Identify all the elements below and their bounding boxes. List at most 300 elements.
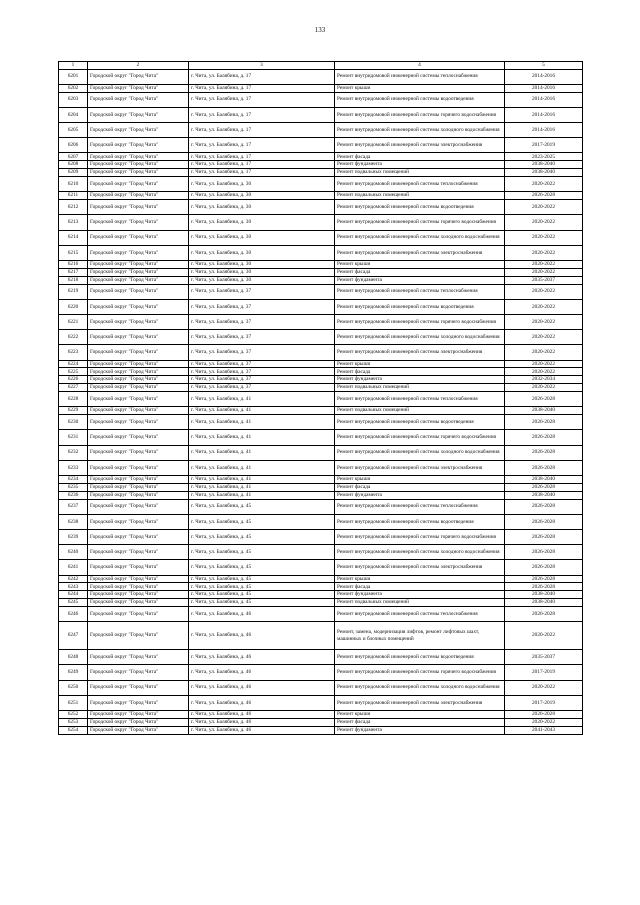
address-cell: г. Чита, ул. Балябина, д. 41 [189, 415, 335, 430]
municipality-cell: Городской округ "Город Чита" [88, 607, 189, 622]
municipality-cell: Городской округ "Город Чита" [88, 665, 189, 680]
period-cell: 2026-2028 [505, 430, 583, 445]
address-cell: г. Чита, ул. Балябина, д. 30 [189, 245, 335, 260]
address-cell: г. Чита, ул. Балябина, д. 37 [189, 384, 335, 392]
work-type-cell: Ремонт фундамента [335, 591, 505, 599]
address-cell: г. Чита, ул. Балябина, д. 41 [189, 460, 335, 475]
municipality-cell: Городской округ "Город Чита" [88, 260, 189, 268]
address-cell: г. Чита, ул. Балябина, д. 30 [189, 276, 335, 284]
table-row [59, 392, 583, 407]
row-number: 6242 [59, 575, 88, 583]
address-cell: г. Чита, ул. Балябина, д. 41 [189, 445, 335, 460]
address-cell: г. Чита, ул. Балябина, д. 46 [189, 718, 335, 726]
work-type-cell: Ремонт внутридомовой инженерной системы теплоснабжения [335, 284, 505, 299]
row-number: 6229 [59, 407, 88, 415]
municipality-cell: Городской округ "Город Чита" [88, 545, 189, 560]
row-number: 6247 [59, 622, 88, 650]
municipality-cell: Городской округ "Город Чита" [88, 276, 189, 284]
period-cell: 2014-2016 [505, 107, 583, 122]
row-number: 6218 [59, 276, 88, 284]
work-type-cell: Ремонт подвальных помещений [335, 599, 505, 607]
address-cell: г. Чита, ул. Балябина, д. 17 [189, 169, 335, 177]
row-number: 6244 [59, 591, 88, 599]
municipality-cell: Городской округ "Город Чита" [88, 138, 189, 153]
address-cell: г. Чита, ул. Балябина, д. 41 [189, 483, 335, 491]
work-type-cell: Ремонт внутридомовой инженерной системы горячего водоснабжения [335, 107, 505, 122]
municipality-cell: Городской округ "Город Чита" [88, 583, 189, 591]
municipality-cell: Городской округ "Город Чита" [88, 407, 189, 415]
column-header: 4 [335, 62, 505, 70]
period-cell: 2038-2040 [505, 169, 583, 177]
row-number: 6249 [59, 665, 88, 680]
address-cell: г. Чита, ул. Балябина, д. 17 [189, 123, 335, 138]
work-type-cell: Ремонт внутридомовой инженерной системы водоотведения [335, 200, 505, 215]
period-cell: 2026-2028 [505, 711, 583, 719]
period-cell: 2023-2025 [505, 153, 583, 161]
address-cell: г. Чита, ул. Балябина, д. 45 [189, 583, 335, 591]
row-number: 6243 [59, 583, 88, 591]
table-row [59, 384, 583, 392]
table-row [59, 680, 583, 695]
work-type-cell: Ремонт внутридомовой инженерной системы водоотведения [335, 514, 505, 529]
row-number: 6227 [59, 384, 88, 392]
row-number: 6221 [59, 314, 88, 329]
row-number: 6238 [59, 514, 88, 529]
table-row [59, 276, 583, 284]
period-cell: 2020-2022 [505, 622, 583, 650]
municipality-cell: Городской округ "Город Чита" [88, 622, 189, 650]
table-row [59, 483, 583, 491]
address-cell: г. Чита, ул. Балябина, д. 41 [189, 407, 335, 415]
address-cell: г. Чита, ул. Балябина, д. 37 [189, 376, 335, 384]
period-cell: 2026-2028 [505, 575, 583, 583]
period-cell: 2017-2019 [505, 695, 583, 710]
row-number: 6211 [59, 192, 88, 200]
municipality-cell: Городской округ "Город Чита" [88, 123, 189, 138]
municipality-cell: Городской округ "Город Чита" [88, 368, 189, 376]
municipality-cell: Городской округ "Город Чита" [88, 245, 189, 260]
period-cell: 2026-2028 [505, 415, 583, 430]
work-type-cell: Ремонт фасада [335, 718, 505, 726]
address-cell: г. Чита, ул. Балябина, д. 46 [189, 650, 335, 665]
row-number: 6202 [59, 84, 88, 92]
period-cell: 2038-2040 [505, 591, 583, 599]
municipality-cell: Городской округ "Город Чита" [88, 499, 189, 514]
municipality-cell: Городской округ "Город Чита" [88, 560, 189, 575]
row-number: 6224 [59, 360, 88, 368]
work-type-cell: Ремонт внутридомовой инженерной системы электроснабжения [335, 245, 505, 260]
row-number: 6246 [59, 607, 88, 622]
row-number: 6223 [59, 345, 88, 360]
row-number: 6232 [59, 445, 88, 460]
period-cell: 2038-2040 [505, 475, 583, 483]
address-cell: г. Чита, ул. Балябина, д. 45 [189, 591, 335, 599]
table-row [59, 445, 583, 460]
address-cell: г. Чита, ул. Балябина, д. 30 [189, 215, 335, 230]
address-cell: г. Чита, ул. Балябина, д. 41 [189, 392, 335, 407]
row-number: 6235 [59, 483, 88, 491]
municipality-cell: Городской округ "Город Чита" [88, 711, 189, 719]
period-cell: 2020-2022 [505, 260, 583, 268]
municipality-cell: Городской округ "Город Чита" [88, 230, 189, 245]
period-cell: 2020-2022 [505, 177, 583, 192]
work-type-cell: Ремонт подвальных помещений [335, 407, 505, 415]
period-cell: 2020-2022 [505, 230, 583, 245]
address-cell: г. Чита, ул. Балябина, д. 46 [189, 622, 335, 650]
address-cell: г. Чита, ул. Балябина, д. 45 [189, 499, 335, 514]
row-number: 6205 [59, 123, 88, 138]
work-type-cell: Ремонт фундамента [335, 491, 505, 499]
municipality-cell: Городской округ "Город Чита" [88, 153, 189, 161]
address-cell: г. Чита, ул. Балябина, д. 30 [189, 177, 335, 192]
table-row [59, 260, 583, 268]
work-type-cell: Ремонт подвальных помещений [335, 169, 505, 177]
table-row [59, 575, 583, 583]
work-type-cell: Ремонт внутридомовой инженерной системы водоотведения [335, 650, 505, 665]
table-row [59, 545, 583, 560]
period-cell: 2014-2016 [505, 123, 583, 138]
table-row [59, 192, 583, 200]
page-number: 133 [314, 26, 326, 34]
address-cell: г. Чита, ул. Балябина, д. 37 [189, 284, 335, 299]
table-row [59, 650, 583, 665]
column-header: 3 [189, 62, 335, 70]
period-cell: 2020-2022 [505, 268, 583, 276]
work-type-cell: Ремонт внутридомовой инженерной системы электроснабжения [335, 560, 505, 575]
table-row [59, 718, 583, 726]
table-row [59, 591, 583, 599]
work-type-cell: Ремонт внутридомовой инженерной системы теплоснабжения [335, 177, 505, 192]
table-row [59, 92, 583, 107]
address-cell: г. Чита, ул. Балябина, д. 17 [189, 69, 335, 84]
address-cell: г. Чита, ул. Балябина, д. 37 [189, 345, 335, 360]
address-cell: г. Чита, ул. Балябина, д. 46 [189, 665, 335, 680]
period-cell: 2026-2028 [505, 460, 583, 475]
column-header: 5 [505, 62, 583, 70]
address-cell: г. Чита, ул. Балябина, д. 45 [189, 599, 335, 607]
municipality-cell: Городской округ "Город Чита" [88, 529, 189, 544]
address-cell: г. Чита, ул. Балябина, д. 46 [189, 607, 335, 622]
row-number: 6222 [59, 330, 88, 345]
table-row [59, 499, 583, 514]
work-type-cell: Ремонт внутридомовой инженерной системы теплоснабжения [335, 607, 505, 622]
period-cell: 2026-2028 [505, 545, 583, 560]
table-row [59, 599, 583, 607]
row-number: 6230 [59, 415, 88, 430]
work-type-cell: Ремонт внутридомовой инженерной системы холодного водоснабжения [335, 445, 505, 460]
table-header-row [59, 62, 583, 70]
period-cell: 2026-2028 [505, 445, 583, 460]
row-number: 6245 [59, 599, 88, 607]
period-cell: 2026-2028 [505, 514, 583, 529]
period-cell: 2038-2040 [505, 161, 583, 169]
row-number: 6237 [59, 499, 88, 514]
work-type-cell: Ремонт крыши [335, 711, 505, 719]
period-cell: 2038-2040 [505, 599, 583, 607]
row-number: 6228 [59, 392, 88, 407]
address-cell: г. Чита, ул. Балябина, д. 37 [189, 330, 335, 345]
row-number: 6253 [59, 718, 88, 726]
row-number: 6248 [59, 650, 88, 665]
table-row [59, 153, 583, 161]
municipality-cell: Городской округ "Город Чита" [88, 491, 189, 499]
municipality-cell: Городской округ "Город Чита" [88, 591, 189, 599]
period-cell: 2020-2022 [505, 384, 583, 392]
row-number: 6219 [59, 284, 88, 299]
address-cell: г. Чита, ул. Балябина, д. 37 [189, 360, 335, 368]
work-type-cell: Ремонт внутридомовой инженерной системы холодного водоснабжения [335, 230, 505, 245]
address-cell: г. Чита, ул. Балябина, д. 17 [189, 138, 335, 153]
row-number: 6208 [59, 161, 88, 169]
period-cell: 2026-2028 [505, 192, 583, 200]
municipality-cell: Городской округ "Город Чита" [88, 460, 189, 475]
address-cell: г. Чита, ул. Балябина, д. 30 [189, 260, 335, 268]
table-row [59, 583, 583, 591]
period-cell: 2026-2028 [505, 392, 583, 407]
work-type-cell: Ремонт крыши [335, 84, 505, 92]
work-type-cell: Ремонт внутридомовой инженерной системы теплоснабжения [335, 499, 505, 514]
table-row [59, 69, 583, 84]
work-type-cell: Ремонт крыши [335, 575, 505, 583]
municipality-cell: Городской округ "Город Чита" [88, 384, 189, 392]
municipality-cell: Городской округ "Город Чита" [88, 177, 189, 192]
work-type-cell: Ремонт внутридомовой инженерной системы холодного водоснабжения [335, 330, 505, 345]
work-type-cell: Ремонт внутридомовой инженерной системы холодного водоснабжения [335, 545, 505, 560]
table-row [59, 200, 583, 215]
table-row [59, 560, 583, 575]
work-type-cell: Ремонт фундамента [335, 276, 505, 284]
table-row [59, 695, 583, 710]
row-number: 6231 [59, 430, 88, 445]
address-cell: г. Чита, ул. Балябина, д. 17 [189, 161, 335, 169]
row-number: 6217 [59, 268, 88, 276]
address-cell: г. Чита, ул. Балябина, д. 46 [189, 680, 335, 695]
row-number: 6250 [59, 680, 88, 695]
row-number: 6215 [59, 245, 88, 260]
address-cell: г. Чита, ул. Балябина, д. 30 [189, 268, 335, 276]
address-cell: г. Чита, ул. Балябина, д. 45 [189, 514, 335, 529]
work-type-cell: Ремонт фасада [335, 153, 505, 161]
table-row [59, 245, 583, 260]
row-number: 6226 [59, 376, 88, 384]
work-type-cell: Ремонт фундамента [335, 376, 505, 384]
municipality-cell: Городской округ "Город Чита" [88, 268, 189, 276]
table-row [59, 407, 583, 415]
table-row [59, 430, 583, 445]
repair-schedule-table [58, 61, 583, 735]
address-cell: г. Чита, ул. Балябина, д. 17 [189, 84, 335, 92]
municipality-cell: Городской округ "Город Чита" [88, 599, 189, 607]
period-cell: 2020-2022 [505, 245, 583, 260]
table-row [59, 314, 583, 329]
municipality-cell: Городской округ "Город Чита" [88, 192, 189, 200]
table-row [59, 622, 583, 650]
address-cell: г. Чита, ул. Балябина, д. 41 [189, 475, 335, 483]
work-type-cell: Ремонт фасада [335, 583, 505, 591]
work-type-cell: Ремонт фундамента [335, 161, 505, 169]
table-row [59, 711, 583, 719]
table-row [59, 607, 583, 622]
row-number: 6225 [59, 368, 88, 376]
period-cell: 2038-2040 [505, 491, 583, 499]
work-type-cell: Ремонт фасада [335, 268, 505, 276]
work-type-cell: Ремонт подвальных помещений [335, 192, 505, 200]
table-row [59, 415, 583, 430]
table-body [59, 69, 583, 734]
table-row [59, 268, 583, 276]
period-cell: 2038-2040 [505, 407, 583, 415]
row-number: 6214 [59, 230, 88, 245]
municipality-cell: Городской округ "Город Чита" [88, 169, 189, 177]
address-cell: г. Чита, ул. Балябина, д. 17 [189, 107, 335, 122]
municipality-cell: Городской округ "Город Чита" [88, 430, 189, 445]
row-number: 6209 [59, 169, 88, 177]
municipality-cell: Городской округ "Город Чита" [88, 284, 189, 299]
municipality-cell: Городской округ "Город Чита" [88, 483, 189, 491]
row-number: 6234 [59, 475, 88, 483]
row-number: 6254 [59, 726, 88, 734]
table-row [59, 460, 583, 475]
work-type-cell: Ремонт внутридомовой инженерной системы горячего водоснабжения [335, 430, 505, 445]
work-type-cell: Ремонт внутридомовой инженерной системы горячего водоснабжения [335, 665, 505, 680]
table-row [59, 177, 583, 192]
table-row [59, 284, 583, 299]
address-cell: г. Чита, ул. Балябина, д. 37 [189, 314, 335, 329]
table-row [59, 138, 583, 153]
municipality-cell: Городской округ "Город Чита" [88, 84, 189, 92]
address-cell: г. Чита, ул. Балябина, д. 45 [189, 529, 335, 544]
row-number: 6220 [59, 299, 88, 314]
work-type-cell: Ремонт внутридомовой инженерной системы водоотведения [335, 415, 505, 430]
work-type-cell: Ремонт внутридомовой инженерной системы теплоснабжения [335, 392, 505, 407]
municipality-cell: Городской округ "Город Чита" [88, 726, 189, 734]
period-cell: 2017-2019 [505, 138, 583, 153]
row-number: 6212 [59, 200, 88, 215]
period-cell: 2041-2043 [505, 726, 583, 734]
municipality-cell: Городской округ "Город Чита" [88, 695, 189, 710]
address-cell: г. Чита, ул. Балябина, д. 41 [189, 491, 335, 499]
period-cell: 2026-2028 [505, 499, 583, 514]
period-cell: 2026-2028 [505, 483, 583, 491]
municipality-cell: Городской округ "Город Чита" [88, 575, 189, 583]
address-cell: г. Чита, ул. Балябина, д. 37 [189, 299, 335, 314]
period-cell: 2014-2016 [505, 92, 583, 107]
work-type-cell: Ремонт внутридомовой инженерной системы электроснабжения [335, 695, 505, 710]
table-row [59, 376, 583, 384]
row-number: 6233 [59, 460, 88, 475]
table-row [59, 161, 583, 169]
municipality-cell: Городской округ "Город Чита" [88, 299, 189, 314]
address-cell: г. Чита, ул. Балябина, д. 17 [189, 153, 335, 161]
period-cell: 2020-2022 [505, 299, 583, 314]
municipality-cell: Городской округ "Город Чита" [88, 680, 189, 695]
work-type-cell: Ремонт внутридомовой инженерной системы холодного водоснабжения [335, 123, 505, 138]
row-number: 6213 [59, 215, 88, 230]
period-cell: 2035-2037 [505, 276, 583, 284]
table-row [59, 491, 583, 499]
period-cell: 2032-2034 [505, 376, 583, 384]
work-type-cell: Ремонт крыши [335, 260, 505, 268]
row-number: 6216 [59, 260, 88, 268]
period-cell: 2014-2016 [505, 69, 583, 84]
address-cell: г. Чита, ул. Балябина, д. 46 [189, 726, 335, 734]
period-cell: 2020-2022 [505, 330, 583, 345]
municipality-cell: Городской округ "Город Чита" [88, 200, 189, 215]
work-type-cell: Ремонт внутридомовой инженерной системы водоотведения [335, 92, 505, 107]
address-cell: г. Чита, ул. Балябина, д. 45 [189, 575, 335, 583]
municipality-cell: Городской округ "Город Чита" [88, 92, 189, 107]
work-type-cell: Ремонт, замена, модернизация лифтов, ремонт лифтовых шахт, машинных и блочных помещений [335, 622, 505, 650]
work-type-cell: Ремонт внутридомовой инженерной системы теплоснабжения [335, 69, 505, 84]
work-type-cell: Ремонт внутридомовой инженерной системы водоотведения [335, 299, 505, 314]
row-number: 6203 [59, 92, 88, 107]
municipality-cell: Городской округ "Город Чита" [88, 314, 189, 329]
municipality-cell: Городской округ "Город Чита" [88, 445, 189, 460]
row-number: 6210 [59, 177, 88, 192]
address-cell: г. Чита, ул. Балябина, д. 30 [189, 200, 335, 215]
period-cell: 2026-2028 [505, 529, 583, 544]
work-type-cell: Ремонт внутридомовой инженерной системы холодного водоснабжения [335, 680, 505, 695]
address-cell: г. Чита, ул. Балябина, д. 30 [189, 192, 335, 200]
work-type-cell: Ремонт внутридомовой инженерной системы электроснабжения [335, 345, 505, 360]
table-row [59, 726, 583, 734]
address-cell: г. Чита, ул. Балябина, д. 37 [189, 368, 335, 376]
work-type-cell: Ремонт подвальных помещений [335, 384, 505, 392]
municipality-cell: Городской округ "Город Чита" [88, 718, 189, 726]
period-cell: 2020-2022 [505, 215, 583, 230]
table-row [59, 529, 583, 544]
municipality-cell: Городской округ "Город Чита" [88, 514, 189, 529]
row-number: 6236 [59, 491, 88, 499]
period-cell: 2026-2028 [505, 560, 583, 575]
municipality-cell: Городской округ "Город Чита" [88, 392, 189, 407]
municipality-cell: Городской округ "Город Чита" [88, 107, 189, 122]
period-cell: 2035-2037 [505, 650, 583, 665]
period-cell: 2017-2019 [505, 665, 583, 680]
table-row [59, 368, 583, 376]
municipality-cell: Городской округ "Город Чита" [88, 415, 189, 430]
row-number: 6251 [59, 695, 88, 710]
period-cell: 2020-2022 [505, 314, 583, 329]
address-cell: г. Чита, ул. Балябина, д. 45 [189, 560, 335, 575]
municipality-cell: Городской округ "Город Чита" [88, 330, 189, 345]
municipality-cell: Городской округ "Город Чита" [88, 376, 189, 384]
period-cell: 2014-2016 [505, 84, 583, 92]
period-cell: 2026-2028 [505, 583, 583, 591]
period-cell: 2020-2022 [505, 360, 583, 368]
period-cell: 2020-2022 [505, 718, 583, 726]
work-type-cell: Ремонт крыши [335, 360, 505, 368]
work-type-cell: Ремонт внутридомовой инженерной системы горячего водоснабжения [335, 314, 505, 329]
work-type-cell: Ремонт фасада [335, 483, 505, 491]
row-number: 6252 [59, 711, 88, 719]
row-number: 6204 [59, 107, 88, 122]
table-row [59, 123, 583, 138]
period-cell: 2020-2022 [505, 680, 583, 695]
column-header: 1 [59, 62, 88, 70]
row-number: 6207 [59, 153, 88, 161]
municipality-cell: Городской округ "Город Чита" [88, 650, 189, 665]
table-row [59, 360, 583, 368]
work-type-cell: Ремонт внутридомовой инженерной системы электроснабжения [335, 138, 505, 153]
table-row [59, 107, 583, 122]
municipality-cell: Городской округ "Город Чита" [88, 475, 189, 483]
table-row [59, 345, 583, 360]
table-row [59, 514, 583, 529]
municipality-cell: Городской округ "Город Чита" [88, 215, 189, 230]
table-row [59, 299, 583, 314]
work-type-cell: Ремонт внутридомовой инженерной системы электроснабжения [335, 460, 505, 475]
